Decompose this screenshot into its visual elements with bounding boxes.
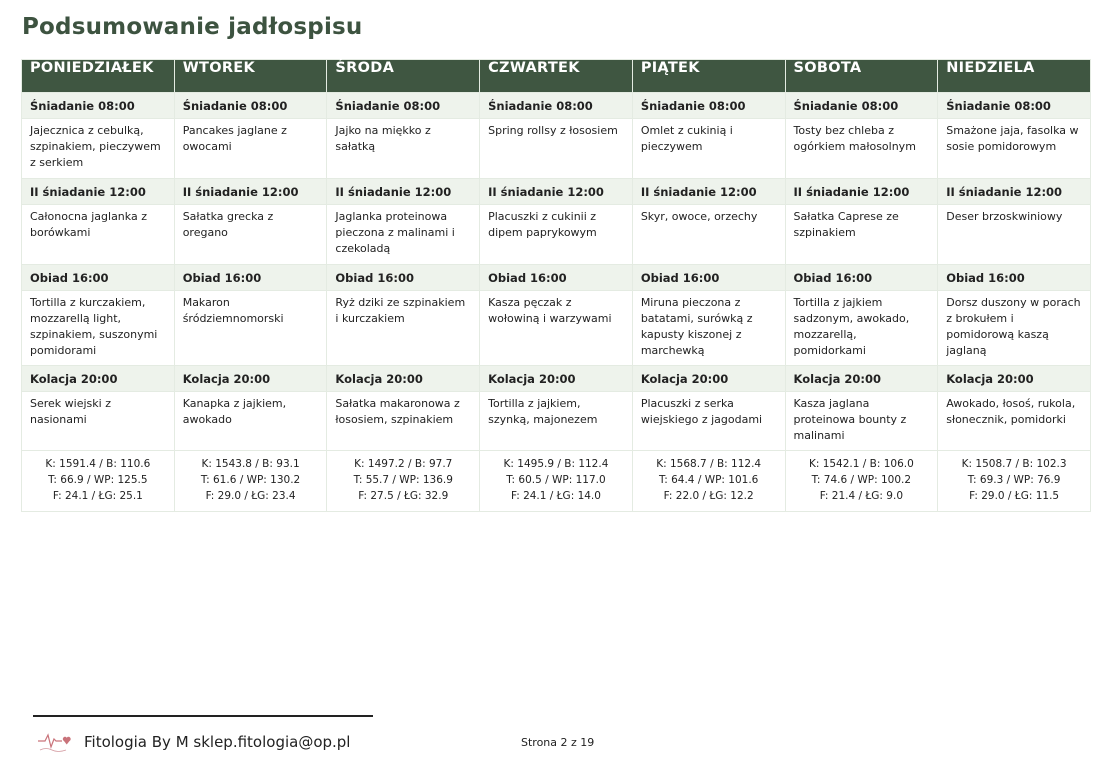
macros-line: K: 1508.7 / B: 102.3 <box>961 458 1067 470</box>
meal-header-cell: Kolacja 20:00 <box>327 366 480 392</box>
dish-row <box>22 392 1091 451</box>
page-number: Strona 2 z 19 <box>521 736 595 749</box>
macros-line: F: 21.4 / ŁG: 9.0 <box>819 490 904 502</box>
dish-cell: Miruna pieczona z batatami, surówką z kapusty kiszonej z marchewką <box>632 291 785 366</box>
meal-header-cell: Kolacja 20:00 <box>938 366 1091 392</box>
dish-cell: Tortilla z jajkiem, szynką, majonezem <box>480 392 633 451</box>
macros-line: T: 60.5 / WP: 117.0 <box>506 474 606 486</box>
meal-header-cell: II śniadanie 12:00 <box>480 179 633 205</box>
meal-header-row <box>22 265 1091 291</box>
meal-plan-table <box>21 59 1091 512</box>
dish-cell: Awokado, łosoś, rukola, słonecznik, pomidorki <box>938 392 1091 451</box>
dish-cell: Spring rollsy z łososiem <box>480 119 633 179</box>
dish-cell: Omlet z cukinią i pieczywem <box>632 119 785 179</box>
macros-line: F: 22.0 / ŁG: 12.2 <box>663 490 754 502</box>
meal-header-cell: Obiad 16:00 <box>938 265 1091 291</box>
macros-cell <box>327 451 480 512</box>
macros-line: K: 1568.7 / B: 112.4 <box>656 458 762 470</box>
day-header: NIEDZIELA <box>938 60 1091 93</box>
dish-cell: Sałatka grecka z oregano <box>174 205 327 265</box>
macros-cell <box>174 451 327 512</box>
macros-row <box>22 451 1091 512</box>
dish-row <box>22 291 1091 366</box>
macros-line: K: 1495.9 / B: 112.4 <box>503 458 609 470</box>
dish-row <box>22 119 1091 179</box>
macros-line: F: 29.0 / ŁG: 11.5 <box>969 490 1060 502</box>
dish-cell: Pancakes jaglane z owocami <box>174 119 327 179</box>
meal-header-cell: Kolacja 20:00 <box>174 366 327 392</box>
macros-line: F: 24.1 / ŁG: 14.0 <box>510 490 601 502</box>
meal-header-cell: II śniadanie 12:00 <box>22 179 175 205</box>
dish-cell: Sałatka makaronowa z łososiem, szpinakiem <box>327 392 480 451</box>
dish-cell: Smażone jaja, fasolka w sosie pomidorowym <box>938 119 1091 179</box>
dish-cell: Deser brzoskwiniowy <box>938 205 1091 265</box>
macros-line: F: 24.1 / ŁG: 25.1 <box>52 490 143 502</box>
meal-header-cell: Śniadanie 08:00 <box>480 93 633 119</box>
dish-cell: Tortilla z jajkiem sadzonym, awokado, mozzarellą, pomidorkami <box>785 291 938 366</box>
dish-cell: Jaglanka proteinowa pieczona z malinami i czekoladą <box>327 205 480 265</box>
meal-header-cell: Śniadanie 08:00 <box>938 93 1091 119</box>
macros-line: K: 1542.1 / B: 106.0 <box>808 458 914 470</box>
dish-cell: Tosty bez chleba z ogórkiem małosolnym <box>785 119 938 179</box>
meal-header-cell: Kolacja 20:00 <box>785 366 938 392</box>
dish-cell: Całonocna jaglanka z borówkami <box>22 205 175 265</box>
page-title: Podsumowanie jadłospisu <box>22 14 363 40</box>
dish-cell: Makaron śródziemnomorski <box>174 291 327 366</box>
macros-line: K: 1497.2 / B: 97.7 <box>354 458 453 470</box>
macros-cell <box>785 451 938 512</box>
meal-header-cell: Kolacja 20:00 <box>22 366 175 392</box>
dish-cell: Placuszki z serka wiejskiego z jagodami <box>632 392 785 451</box>
meal-header-cell: Kolacja 20:00 <box>480 366 633 392</box>
macros-cell <box>938 451 1091 512</box>
dish-cell: Placuszki z cukinii z dipem paprykowym <box>480 205 633 265</box>
macros-line: T: 69.3 / WP: 76.9 <box>967 474 1061 486</box>
day-header: PONIEDZIAŁEK <box>22 60 175 93</box>
meal-header-cell: Kolacja 20:00 <box>632 366 785 392</box>
macros-cell <box>480 451 633 512</box>
macros-line: T: 74.6 / WP: 100.2 <box>811 474 912 486</box>
dish-cell: Skyr, owoce, orzechy <box>632 205 785 265</box>
meal-header-cell: II śniadanie 12:00 <box>327 179 480 205</box>
day-header: CZWARTEK <box>480 60 633 93</box>
macros-line: T: 66.9 / WP: 125.5 <box>48 474 148 486</box>
dish-cell: Tortilla z kurczakiem, mozzarellą light, szpinakiem, suszonymi pomidorami <box>22 291 175 366</box>
dish-cell: Kasza pęczak z wołowiną i warzywami <box>480 291 633 366</box>
fitologia-logo-icon <box>36 728 74 754</box>
meal-header-row <box>22 366 1091 392</box>
meal-header-cell: II śniadanie 12:00 <box>632 179 785 205</box>
meal-header-cell: Obiad 16:00 <box>327 265 480 291</box>
macros-cell <box>22 451 175 512</box>
macros-cell <box>632 451 785 512</box>
macros-line: F: 29.0 / ŁG: 23.4 <box>205 490 296 502</box>
macros-line: T: 55.7 / WP: 136.9 <box>353 474 453 486</box>
meal-header-cell: Obiad 16:00 <box>174 265 327 291</box>
meal-header-cell: Obiad 16:00 <box>632 265 785 291</box>
meal-header-cell: II śniadanie 12:00 <box>938 179 1091 205</box>
meal-header-cell: Śniadanie 08:00 <box>785 93 938 119</box>
meal-header-row <box>22 179 1091 205</box>
macros-line: K: 1543.8 / B: 93.1 <box>201 458 300 470</box>
day-header: ŚRODA <box>327 60 480 93</box>
dish-cell: Serek wiejski z nasionami <box>22 392 175 451</box>
dish-cell: Sałatka Caprese ze szpinakiem <box>785 205 938 265</box>
macros-line: T: 61.6 / WP: 130.2 <box>200 474 301 486</box>
footer-brand: Fitologia By M sklep.fitologia@op.pl <box>84 733 351 751</box>
macros-line: K: 1591.4 / B: 110.6 <box>45 458 151 470</box>
dish-cell: Jajecznica z cebulką, szpinakiem, pieczywem z serkiem <box>22 119 175 179</box>
meal-header-cell: Śniadanie 08:00 <box>632 93 785 119</box>
meal-header-cell: II śniadanie 12:00 <box>785 179 938 205</box>
days-header-row <box>22 60 1091 93</box>
meal-header-cell: Obiad 16:00 <box>22 265 175 291</box>
macros-line: T: 64.4 / WP: 101.6 <box>658 474 759 486</box>
meal-header-cell: Obiad 16:00 <box>785 265 938 291</box>
day-header: SOBOTA <box>785 60 938 93</box>
day-header: PIĄTEK <box>632 60 785 93</box>
dish-cell: Kasza jaglana proteinowa bounty z malinami <box>785 392 938 451</box>
macros-line: F: 27.5 / ŁG: 32.9 <box>358 490 449 502</box>
dish-cell: Jajko na miękko z sałatką <box>327 119 480 179</box>
meal-header-cell: Obiad 16:00 <box>480 265 633 291</box>
meal-header-cell: Śniadanie 08:00 <box>327 93 480 119</box>
meal-header-cell: II śniadanie 12:00 <box>174 179 327 205</box>
meal-header-cell: Śniadanie 08:00 <box>174 93 327 119</box>
day-header: WTOREK <box>174 60 327 93</box>
meal-header-cell: Śniadanie 08:00 <box>22 93 175 119</box>
dish-cell: Ryż dziki ze szpinakiem i kurczakiem <box>327 291 480 366</box>
footer-divider <box>33 715 373 717</box>
meal-header-row <box>22 93 1091 119</box>
dish-row <box>22 205 1091 265</box>
dish-cell: Kanapka z jajkiem, awokado <box>174 392 327 451</box>
dish-cell: Dorsz duszony w porach z brokułem i pomidorową kaszą jaglaną <box>938 291 1091 366</box>
